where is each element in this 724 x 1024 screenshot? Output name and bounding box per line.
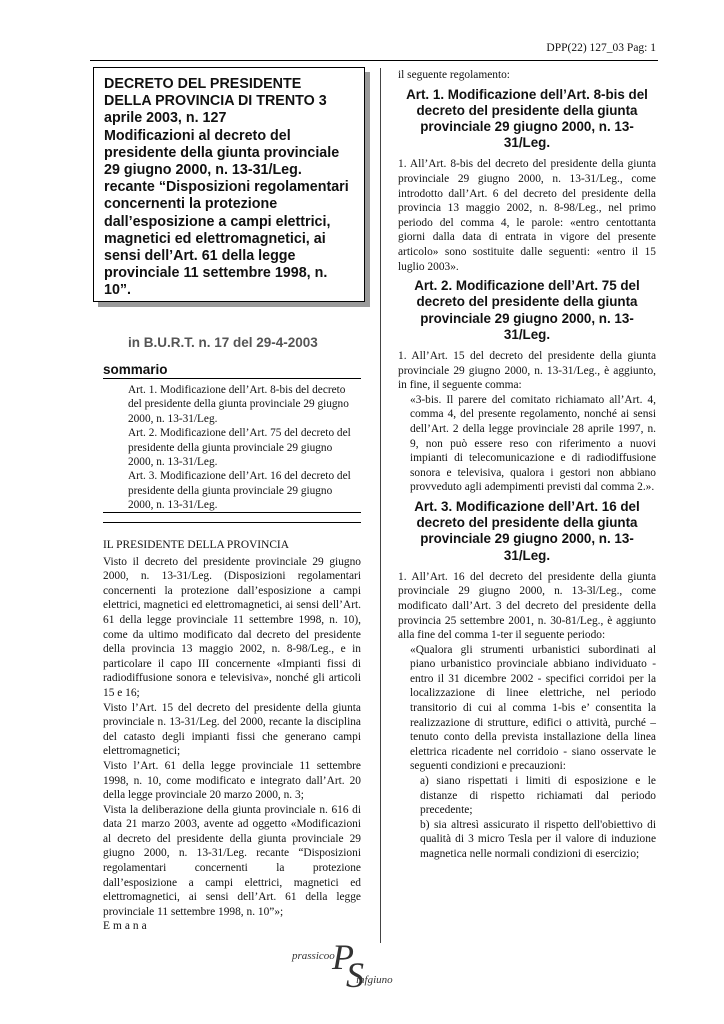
sommario-bottom-rule bbox=[103, 512, 361, 513]
regulation-lead: il seguente regolamento: bbox=[398, 69, 510, 81]
art2-heading: Art. 2. Modificazione dell’Art. 75 del decreto del presidente della giunta provinciale 29 giugno 2000, n. 13-31/Leg. bbox=[414, 278, 640, 342]
logo-prefix: prassicoo bbox=[292, 950, 335, 962]
sommario-item: Art. 3. Modificazione dell’Art. 16 del decreto del presidente della giunta provinciale 29 giugno 2000, n. 13-31/Leg. bbox=[128, 470, 351, 512]
title-line: magnetici ed elettromagnetici, ai bbox=[104, 230, 326, 247]
regulation-column bbox=[398, 68, 656, 862]
title-line: provinciale 11 settembre 1998, n. bbox=[104, 265, 328, 282]
sommario-rule bbox=[103, 378, 361, 379]
art2-text: 1. All’Art. 15 del decreto del presidente della giunta provinciale 29 giugno 2000, n. 13-31/Leg., è aggiunto, in fine, il seguente comma: bbox=[398, 349, 656, 392]
title-line: recante “Disposizioni regolamentari bbox=[104, 179, 349, 196]
title-line: presidente della giunta provinciale bbox=[104, 144, 340, 161]
burt-reference: in B.U.R.T. n. 17 del 29-4-2003 bbox=[128, 335, 318, 350]
title-line: sensi dell’Art. 61 della legge bbox=[104, 248, 296, 265]
art3-item: a) siano rispettati i limiti di esposizione e le distanze di rispetto richiamati dal periodo precedente; bbox=[420, 775, 656, 817]
art1-heading: Art. 1. Modificazione dell’Art. 8-bis del decreto del presidente della giunta provinciale 29 giugno 2000, n. 13-31/Leg. bbox=[406, 86, 648, 151]
sommario-item: Art. 2. Modificazione dell’Art. 75 del decreto del presidente della giunta provinciale 29 giugno 2000, n. 13-31/Leg. bbox=[128, 427, 351, 469]
title-line: 10”. bbox=[104, 282, 132, 299]
art1-text: 1. All’Art. 8-bis del decreto del presidente della giunta provinciale 29 giugno 2000, n. 13-31/Leg., come introdotto dall’Art. 6 del decreto del presidente della provincia 13 maggio 2002, n. 8-98/Leg., nel primo periodo del comma 4, le parole: «entro centottanta giorni dalla data di entrata in vigore del presente articolo» sono sostituite dalle seguenti: «entro il 15 luglio 2003». bbox=[398, 158, 656, 273]
art3-text: 1. All’Art. 16 del decreto del presidente della giunta provinciale 29 giugno 2000, n. 13-3l/Leg., come modificato dall’Art. 3 del decreto del presidente della provincia 25 settembre 2001, n. 30-81/Leg., è aggiunto alla fine del comma 1-ter il seguente periodo: bbox=[398, 570, 656, 642]
document-reference: DPP(22) 127_03 Pag: 1 bbox=[546, 42, 656, 54]
logo-letter-s: S bbox=[346, 955, 364, 995]
sommario-list bbox=[128, 383, 354, 513]
decree-title bbox=[104, 76, 354, 300]
art3-item: b) sia altresì assicurato il rispetto dell'obiettivo di qualità di 3 micro Tesla per il valore di induzione magnetica nelle normali condizioni di esercizio; bbox=[420, 818, 656, 860]
art2-quote: «3-bis. Il parere del comitato richiamato all’Art. 4, comma 4, del presente regolamento, nonché ai sensi dell’Art. 2 della legge provinciale 28 aprile 1997, n. 9, non può essere reso con riferimento a nuovi impianti di telecomunicazione e di radiodiffusione sonora e televisiva, qualora i gestori non abbiano provveduto agli adempimenti previsti dal comma 2.». bbox=[410, 393, 656, 494]
title-line: DELLA PROVINCIA DI TRENTO 3 bbox=[104, 93, 327, 110]
preamble-intro: IL PRESIDENTE DELLA PROVINCIA bbox=[103, 539, 289, 551]
logo-suffix: infgiuno bbox=[356, 974, 393, 986]
logo-letter-p: P bbox=[332, 937, 354, 977]
emana-line: Emana bbox=[103, 920, 150, 933]
publisher-logo bbox=[292, 937, 432, 1000]
art3-heading: Art. 3. Modificazione dell’Art. 16 del decreto del presidente della giunta provinciale 29 giugno 2000, n. 13-31/Leg. bbox=[414, 498, 640, 563]
preamble-paragraph: Visto l’Art. 61 della legge provinciale 11 settembre 1998, n. 10, come modificato e integrato dall’Art. 20 della legge provinciale 20 marzo 2000, n. 3; bbox=[103, 759, 361, 802]
decree-title-box bbox=[93, 67, 365, 302]
title-line: Modificazioni al decreto del bbox=[104, 127, 291, 144]
title-line: aprile 2003, n. 127 bbox=[104, 110, 227, 127]
preamble-paragraph: Vista la deliberazione della giunta provinciale n. 616 di data 21 marzo 2003, avente ad oggetto «Modificazioni al decreto del presidente della giunta provinciale 29 giugno 2000, n. 13-31/Leg. recante “Disposizioni regolamentari concernenti la protezione dall’esposizione a campi elettrici, magnetici ed elettromagnetici, ai sensi dell’Art. 61 della legge provinciale 11 settembre 1998, n. 10”»; bbox=[103, 803, 361, 918]
art3-quote: «Qualora gli strumenti urbanistici subordinati al piano urbanistico provinciale abbiano individuato - entro il 31 dicembre 2002 - specifici corridoi per la localizzazione di linee elettriche, nel periodo transitorio di cui al comma 1-bis e’ consentita la realizzazione di strutture, edifici o attività, purché – tenuto conto della prevista installazione della linea elettrica ricadente nel corridoio - siano osservate le seguenti condizioni e precauzioni: bbox=[410, 643, 656, 773]
title-line: dall’esposizione a campi elettrici, bbox=[104, 213, 331, 230]
preamble-paragraph: Visto l’Art. 15 del decreto del presidente della giunta provinciale n. 13-31/Leg. del 2000, recante la disciplina del catasto degli impianti fissi che generano campi elettromagnetici; bbox=[103, 701, 361, 758]
title-line: 29 giugno 2000, n. 13-31/Leg. bbox=[104, 162, 302, 179]
sommario-heading: sommario bbox=[103, 362, 168, 377]
preamble-column bbox=[103, 522, 361, 934]
column-divider bbox=[380, 68, 381, 943]
preamble-paragraph: Visto il decreto del presidente provinciale 29 giugno 2000, n. 13-31/Leg. (Disposizioni regolamentari concernenti la protezione dall’esposizione a campi elettrici, magnetici ed elettromagnetici, ai sensi dell’Art. 61 della legge provinciale 11 settembre 1998, n. 10), come da ultimo modificato dal decreto del presidente della provincia 13 maggio 2002, n. 8-98/Leg., e in particolare il capo III concernente «Impianti fissi di radiodiffusione sonora e televisiva», nonché gli articoli 15 e 16; bbox=[103, 555, 361, 699]
title-line: concernenti la protezione bbox=[104, 196, 278, 213]
title-line: DECRETO DEL PRESIDENTE bbox=[104, 76, 302, 92]
sommario-item: Art. 1. Modificazione dell’Art. 8-bis del decreto del presidente della giunta provinciale 29 giugno 2000, n. 13-31/Leg. bbox=[128, 384, 349, 425]
header-rule bbox=[90, 60, 658, 61]
